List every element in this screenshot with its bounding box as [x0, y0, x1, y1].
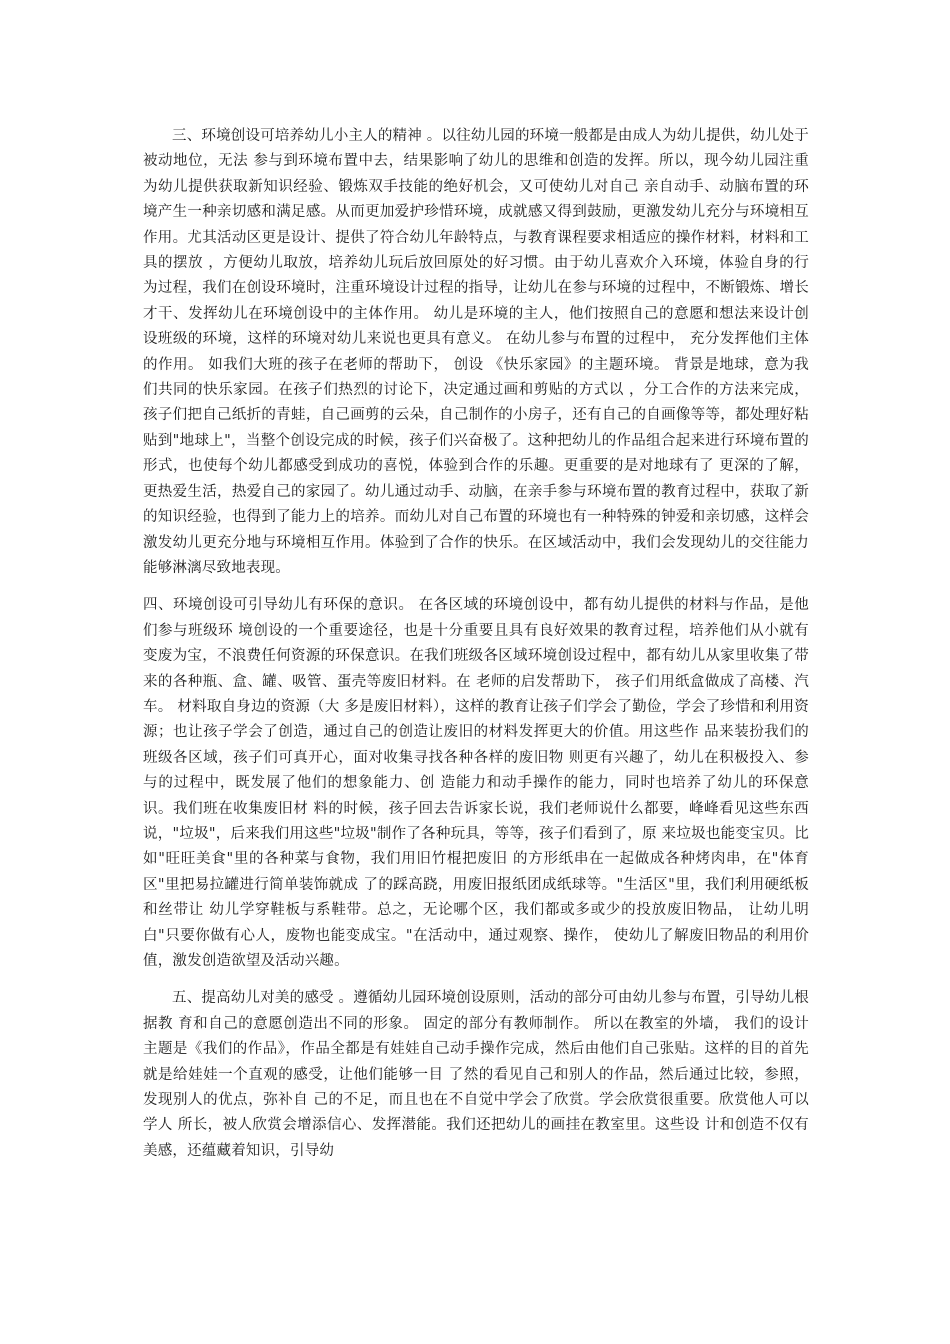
paragraph-aesthetic-perception: 五、提高幼儿对美的感受 。遵循幼儿园环境创设原则，活动的部分可由幼儿参与布置，引导幼儿根据教 育和自己的意愿创造出不同的形象。 固定的部分有教师制作。 所以在教室的外墙， 我们的设计主题是《我们的作品》，作品全都是有娃娃自己动手操作完成，然后由他们自己张贴。这样的目的首先就是给娃娃一个直观的感受，让他们能够一目 了然的看见自己和别人的作品，然后通过比较，参照，发现别人的优点，弥补自 己的不足，而且也在不自觉中学会了欣赏。学会欣赏很重要。欣赏他人可以学人 所长，被人欣赏会增添信心、发挥潜能。我们还把幼儿的画挂在教室里。这些设 计和创造不仅有美感，还蕴藏着知识，引导幼 [143, 990, 809, 1159]
document-page [143, 124, 809, 1176]
paragraph-environment-ownership: 三、环境创设可培养幼儿小主人的精神 。以往幼儿园的环境一般都是由成人为幼儿提供，幼儿处于被动地位，无法 参与到环境布置中去，结果影响了幼儿的思维和创造的发挥。所以，现今幼儿园注重为幼儿提供获取新知识经验、锻炼双手技能的绝好机会，又可使幼儿对自己 亲自动手、动脑布置的环境产生一种亲切感和满足感。从而更加爱护珍惜环境，成就感又得到鼓励，更激发幼儿充分与环境相互作用。尤其活动区更是设计、提供了符合幼儿年龄特点，与教育课程要求相适应的操作材料，材料和工具的摆放 ，方便幼儿取放，培养幼儿玩后放回原处的好习惯。由于幼儿喜欢介入环境，体验自身的行为过程，我们在创设环境时，注重环境设计过程的指导，让幼儿在参与环境的过程中，不断锻炼、增长才干、发挥幼儿在环境创设中的主体作用。 幼儿是环境的主人，他们按照自己的意愿和想法来设计创设班级的环境，这样的环境对幼儿来说也更具有意义。 在幼儿参与布置的过程中， 充分发挥他们主体的作用。 如我们大班的孩子在老师的帮助下， 创设 《快乐家园》的主题环境。 背景是地球，意为我们共同的快乐家园。在孩子们热烈的讨论下，决定通过画和剪贴的方式以 ，分工合作的方法来完成，孩子们把自己纸折的青蛙，自己画剪的云朵，自己制作的小房子，还有自己的自画像等等，都处理好粘贴到"地球上"，当整个创设完成的时候，孩子们兴奋极了。这种把幼儿的作品组合起来进行环境布置的形式，也使每个幼儿都感受到成功的喜悦，体验到合作的乐趣。更重要的是对地球有了 更深的了解，更热爱生活，热爱自己的家园了。幼儿通过动手、动脑，在亲手参与环境布置的教育过程中，获取了新的知识经验，也得到了能力上的培养。而幼儿对自己布置的环境也有一种特殊的钟爱和亲切感，这样会激发幼儿更充分地与环境相互作用。体验到了合作的快乐。在区域活动中，我们会发现幼儿的交往能力能够淋漓尽致地表现。 [143, 128, 809, 576]
paragraph-environmental-awareness: 四、环境创设可引导幼儿有环保的意识。 在各区域的环境创设中，都有幼儿提供的材料与作品，是他们参与班级环 境创设的一个重要途径，也是十分重要且具有良好效果的教育过程，培养他们从小就有变废为宝，不浪费任何资源的环保意识。在我们班级各区域环境创设过程中，都有幼儿从家里收集了带来的各种瓶、盒、罐、吸管、蛋壳等废旧材料。在 老师的启发帮助下， 孩子们用纸盒做成了高楼、汽车。 材料取自身边的资源（大 多是废旧材料），这样的教育让孩子们学会了勤俭，学会了珍惜和利用资源；也让孩子学会了创造，通过自己的创造让废旧的材料发挥更大的价值。用这些作 品来装扮我们的班级各区域，孩子们可真开心，面对收集寻找各种各样的废旧物 则更有兴趣了，幼儿在积极投入、参与的过程中，既发展了他们的想象能力、创 造能力和动手操作的能力，同时也培养了幼儿的环保意识。我们班在收集废旧材 料的时候，孩子回去告诉家长说，我们老师说什么都要，峰峰看见这些东西说，"垃圾"，后来我们用这些"垃圾"制作了各种玩具，等等，孩子们看到了，原 来垃圾也能变宝贝。比如"旺旺美食"里的各种菜与食物，我们用旧竹棍把废旧 的方形纸串在一起做成各种烤肉串，在"体育区"里把易拉罐进行简单装饰就成 了的踩高跷，用废旧报纸团成纸球等。"生活区"里，我们利用硬纸板和丝带让 幼儿学穿鞋板与系鞋带。总之，无论哪个区，我们都或多或少的投放废旧物品， 让幼儿明白"只要你做有心人，废物也能变成宝。"在活动中，通过观察、操作， 使幼儿了解废旧物品的利用价值，激发创造欲望及活动兴趣。 [143, 597, 809, 969]
